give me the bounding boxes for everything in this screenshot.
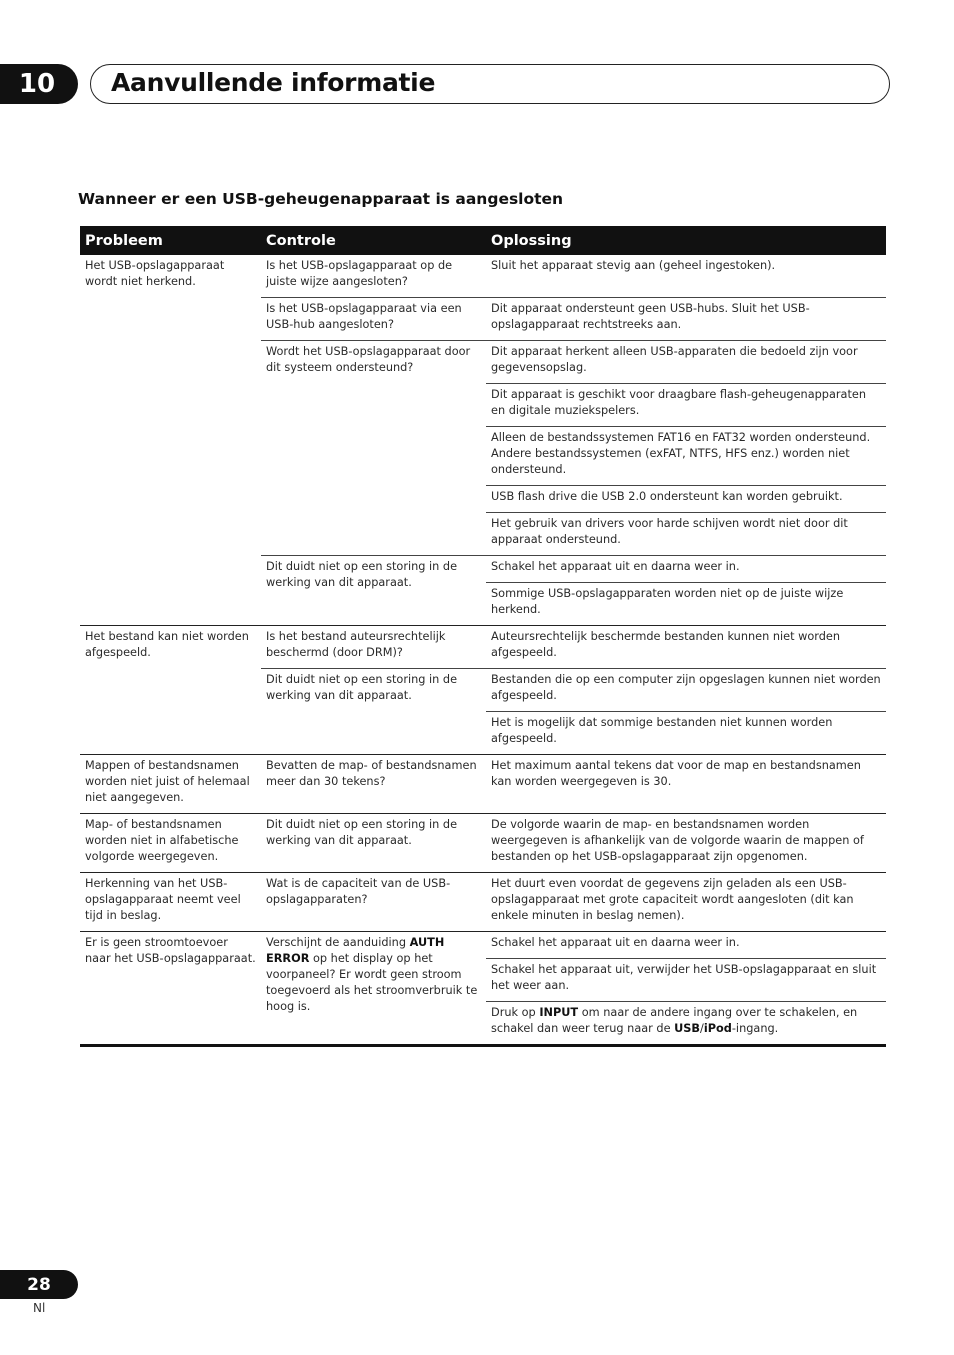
solution-cell: Het duurt even voordat de gegevens zijn geladen als een USB-opslagapparaat met grote capaciteit wordt aangesloten (dit kan enkele minuten in beslag nemen). bbox=[486, 873, 886, 932]
problem-cell: Herkenning van het USB-opslagapparaat neemt veel tijd in beslag. bbox=[80, 873, 261, 932]
table-row bbox=[80, 626, 886, 669]
solution-text-pre: Druk op bbox=[491, 1006, 540, 1019]
problem-cell: Map- of bestandsnamen worden niet in alfabetische volgorde weergegeven. bbox=[80, 814, 261, 873]
solution-cell: Het gebruik van drivers voor harde schijven wordt niet door dit apparaat ondersteund. bbox=[486, 513, 886, 556]
problem-cell: Mappen of bestandsnamen worden niet juist of helemaal niet aangegeven. bbox=[80, 755, 261, 814]
column-header-controle: Controle bbox=[261, 226, 486, 255]
troubleshooting-table bbox=[80, 226, 886, 1044]
page-number-tab bbox=[0, 1270, 78, 1299]
ipod-input-label: iPod bbox=[703, 1022, 732, 1035]
column-header-oplossing: Oplossing bbox=[486, 226, 886, 255]
solution-text-post: -ingang. bbox=[731, 1022, 779, 1035]
check-text-post: op het display op het voorpaneel? Er wordt geen stroom toegevoerd als het stroomverbruik te hoog is. bbox=[266, 952, 478, 1013]
table-row bbox=[80, 255, 886, 298]
solution-cell: Dit apparaat herkent alleen USB-apparaten die bedoeld zijn voor gegevensopslag. bbox=[486, 341, 886, 384]
table-row bbox=[80, 814, 886, 873]
table-row bbox=[80, 873, 886, 932]
language-code: Nl bbox=[33, 1301, 46, 1315]
check-cell: Dit duidt niet op een storing in de werking van dit apparaat. bbox=[261, 556, 486, 626]
solution-cell: Sommige USB-opslagapparaten worden niet op de juiste wijze herkend. bbox=[486, 583, 886, 626]
check-cell: Dit duidt niet op een storing in de werking van dit apparaat. bbox=[261, 669, 486, 755]
column-header-probleem: Probleem bbox=[80, 226, 261, 255]
check-cell: Dit duidt niet op een storing in de werking van dit apparaat. bbox=[261, 814, 486, 873]
check-cell: Bevatten de map- of bestandsnamen meer dan 30 tekens? bbox=[261, 755, 486, 814]
table-bottom-rule bbox=[80, 1044, 886, 1047]
chapter-number: 10 bbox=[18, 69, 56, 99]
check-cell: Wordt het USB-opslagapparaat door dit systeem ondersteund? bbox=[261, 341, 486, 556]
page-number: 28 bbox=[27, 1274, 51, 1295]
solution-cell: Het maximum aantal tekens dat voor de map en bestandsnamen kan worden weergegeven is 30. bbox=[486, 755, 886, 814]
chapter-title: Aanvullende informatie bbox=[111, 68, 436, 97]
problem-cell: Er is geen stroomtoevoer naar het USB-opslagapparaat. bbox=[80, 932, 261, 1045]
usb-input-label: USB bbox=[674, 1022, 701, 1035]
auth-error-label: AUTH ERROR bbox=[266, 936, 445, 965]
solution-cell: Dit apparaat is geschikt voor draagbare flash-geheugenapparaten en digitale muziekspelers. bbox=[486, 384, 886, 427]
solution-cell: De volgorde waarin de map- en bestandsnamen worden weergegeven is afhankelijk van de volgorde waarin de mappen of bestanden op het USB-opslagapparaat zijn opgenomen. bbox=[486, 814, 886, 873]
table-row bbox=[80, 932, 886, 959]
input-button-label: INPUT bbox=[539, 1006, 579, 1019]
section-heading: Wanneer er een USB-geheugenapparaat is aangesloten bbox=[78, 190, 564, 208]
check-text-pre: Verschijnt de aanduiding bbox=[266, 936, 410, 949]
check-cell: Is het USB-opslagapparaat op de juiste wijze aangesloten? bbox=[266, 259, 453, 288]
check-cell: Wat is de capaciteit van de USB-opslagapparaten? bbox=[261, 873, 486, 932]
solution-cell: Schakel het apparaat uit en daarna weer in. bbox=[486, 932, 886, 959]
solution-cell: Schakel het apparaat uit, verwijder het USB-opslagapparaat en sluit het weer aan. bbox=[486, 959, 886, 1002]
solution-cell: Auteursrechtelijk beschermde bestanden kunnen niet worden afgespeeld. bbox=[486, 626, 886, 669]
chapter-title-box bbox=[90, 64, 890, 104]
check-cell: Is het bestand auteursrechtelijk beschermd (door DRM)? bbox=[261, 626, 486, 669]
solution-cell bbox=[486, 1002, 886, 1045]
solution-cell: Dit apparaat ondersteunt geen USB-hubs. Sluit het USB-opslagapparaat rechtstreeks aan. bbox=[486, 298, 886, 341]
table-header-row bbox=[80, 226, 886, 255]
check-cell: Is het USB-opslagapparaat via een USB-hub aangesloten? bbox=[261, 298, 486, 341]
solution-cell: Alleen de bestandssystemen FAT16 en FAT32 worden ondersteund. Andere bestandssystemen (exFAT, NTFS, HFS enz.) worden niet ondersteund. bbox=[486, 427, 886, 486]
chapter-number-tab bbox=[0, 64, 78, 104]
slash-separator: / bbox=[700, 1022, 704, 1035]
problem-cell: Het USB-opslagapparaat wordt niet herkend. bbox=[85, 259, 225, 288]
solution-cell: Het is mogelijk dat sommige bestanden niet kunnen worden afgespeeld. bbox=[486, 712, 886, 755]
check-cell bbox=[261, 932, 486, 1045]
problem-cell: Het bestand kan niet worden afgespeeld. bbox=[80, 626, 261, 755]
solution-cell: Schakel het apparaat uit en daarna weer in. bbox=[486, 556, 886, 583]
table-row bbox=[80, 755, 886, 814]
solution-cell: Sluit het apparaat stevig aan (geheel ingestoken). bbox=[491, 259, 776, 272]
solution-cell: Bestanden die op een computer zijn opgeslagen kunnen niet worden afgespeeld. bbox=[486, 669, 886, 712]
solution-cell: USB flash drive die USB 2.0 ondersteunt kan worden gebruikt. bbox=[486, 486, 886, 513]
solution-text-mid: om naar de andere ingang over te schakelen, en schakel dan weer terug naar de bbox=[491, 1006, 858, 1035]
